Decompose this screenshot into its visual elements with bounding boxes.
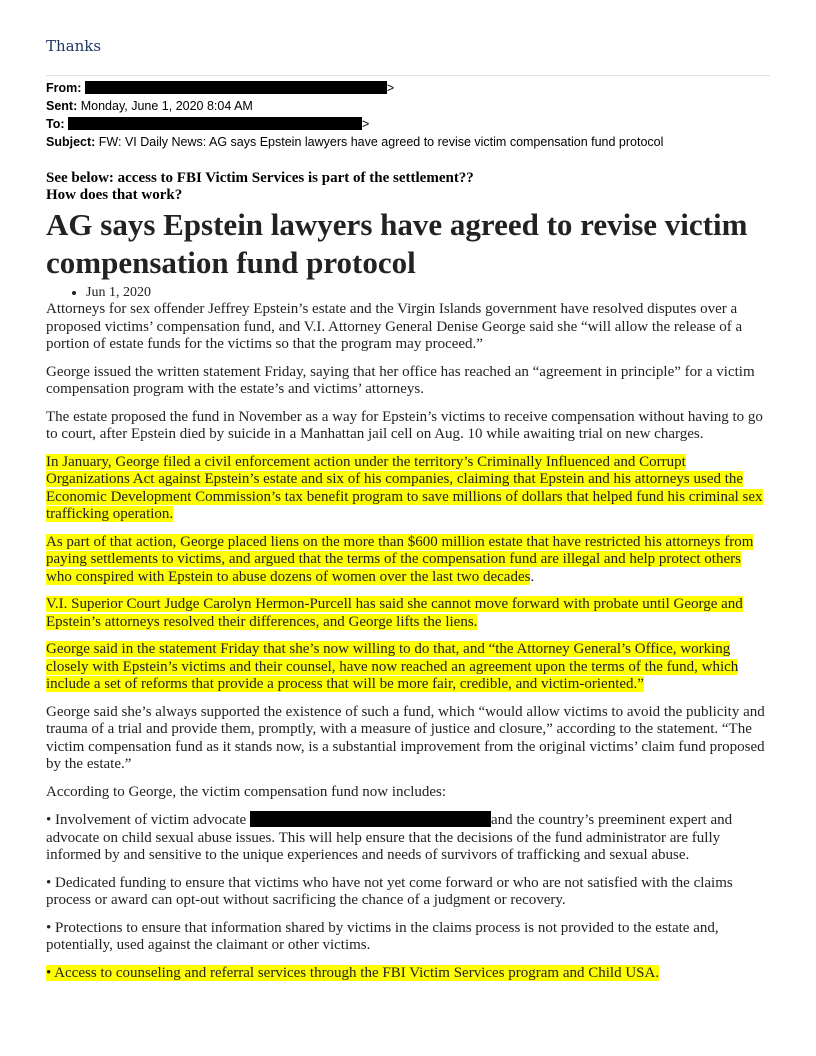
email-body [46,170,770,992]
email-headers [46,79,770,151]
sent-value: Monday, June 1, 2020 8:04 AM [80,99,253,113]
highlight-bullet-4: • Access to counseling and referral services through the FBI Victim Services program and Child USA. [46,964,660,981]
article-paragraph-2: George issued the written statement Friday, saying that her office has reached an “agreement in principle” for a victim compensation program with the estate’s and victims’ attorneys. [46,363,755,397]
from-redaction [85,81,387,94]
article-paragraph-1: Attorneys for sex offender Jeffrey Epstein’s estate and the Virgin Islands government have resolved disputes over a proposed victims’ compensation fund, and V.I. Attorney General Denise George said she “will allow the release of a portion of estate funds for the victims so that the program may proceed.” [46,301,743,352]
header-divider [46,75,770,76]
bullet-item-2: • Dedicated funding to ensure that victims who have not yet come forward or who are not satisfied with the claims process or award can opt-out without sacrificing the chance of a judgment or recovery. [46,874,733,908]
highlight-paragraph-6: V.I. Superior Court Judge Carolyn Hermon-Purcell has said she cannot move forward with probate until George and Epstein’s attorneys resolved their differences, and George lifts the liens. [46,596,743,630]
bullet-1-rest: and the country’s preeminent expert and advocate on child sexual abuse issues. This will help ensure that the decisions of the fund administrator are fully informed by and sensitive to the unique experiences and needs of survivors of trafficking and sexual abuse. [46,812,733,863]
article-title: AG says Epstein lawyers have agreed to revise victim compensation fund protocol [46,207,748,280]
greeting-text: Thanks [46,37,102,55]
from-label: From: [46,81,82,95]
bullet-1-start: • Involvement of victim advocate [46,812,250,828]
subject-value: FW: VI Daily News: AG says Epstein lawyers have agreed to revise victim compensation fund protocol [98,135,664,149]
article-paragraph-5 [46,534,770,587]
to-label: To: [46,117,65,131]
forward-note-line-1: See below: access to FBI Victim Services is part of the settlement?? [46,170,474,186]
highlight-paragraph-7: George said in the statement Friday that she’s now willing to do that, and “the Attorney General’s Office, working closely with Epstein’s victims and their counsel, have now reached an agreement upon the terms of the fund, which include a set of reforms that provide a process that will be more fair, credible, and victim-oriented.” [46,641,739,692]
forward-note-line-2: How does that work? [46,187,183,203]
article-paragraph-6 [46,596,770,631]
bullet-item-3: • Protections to ensure that information shared by victims in the claims process is not provided to the estate and, potentially, used against the claimant or other victims. [46,919,719,953]
article-paragraph-4 [46,454,770,524]
from-end: > [386,81,395,95]
bullet-item-1 [46,811,770,865]
from-line [46,79,770,97]
to-redaction [68,117,362,130]
sent-label: Sent: [46,99,78,113]
highlight-paragraph-4: In January, George filed a civil enforcement action under the territory’s Criminally Influenced and Corrupt Organizations Act against Epstein’s estate and six of his companies, claiming that Epstein and his attorneys used the Economic Development Commission’s tax benefit program to save millions of dollars that helped fund his criminal sex trafficking operation. [46,453,763,522]
article-paragraph-8: George said she’s always supported the existence of such a fund, which “would allow victims to avoid the publicity and trauma of a trial and provide them, promptly, with a measure of justice and closure,” according to the statement. “The victim compensation fund as it stands now, is a substantial improvement from the original victims’ claim fund proposed by the estate.” [46,703,765,772]
sent-line [46,97,770,115]
subject-label: Subject: [46,135,96,149]
subject-line [46,133,770,151]
article-paragraph-7 [46,641,770,694]
advocate-redaction [250,811,491,827]
article-date: • Jun 1, 2020 [86,284,770,301]
to-line [46,115,770,133]
bullet-item-4 [46,965,770,983]
to-end: > [362,117,370,131]
article-paragraph-9: According to George, the victim compensation fund now includes: [46,783,447,800]
article-paragraph-3: The estate proposed the fund in November as a way for Epstein’s victims to receive compensation without having to go to court, after Epstein died by suicide in a Manhattan jail cell on Aug. 10 while awaiting trial on new charges. [46,408,763,442]
article-date-list [46,284,770,301]
highlight-paragraph-5: As part of that action, George placed liens on the more than $600 million estate that have restricted his attorneys from paying settlements to victims, and argued that the terms of the compensation fund are illegal and help protect others who conspired with Epstein to abuse dozens of women over the last two decades [46,533,754,585]
paragraph-5-tail: . [530,568,535,585]
